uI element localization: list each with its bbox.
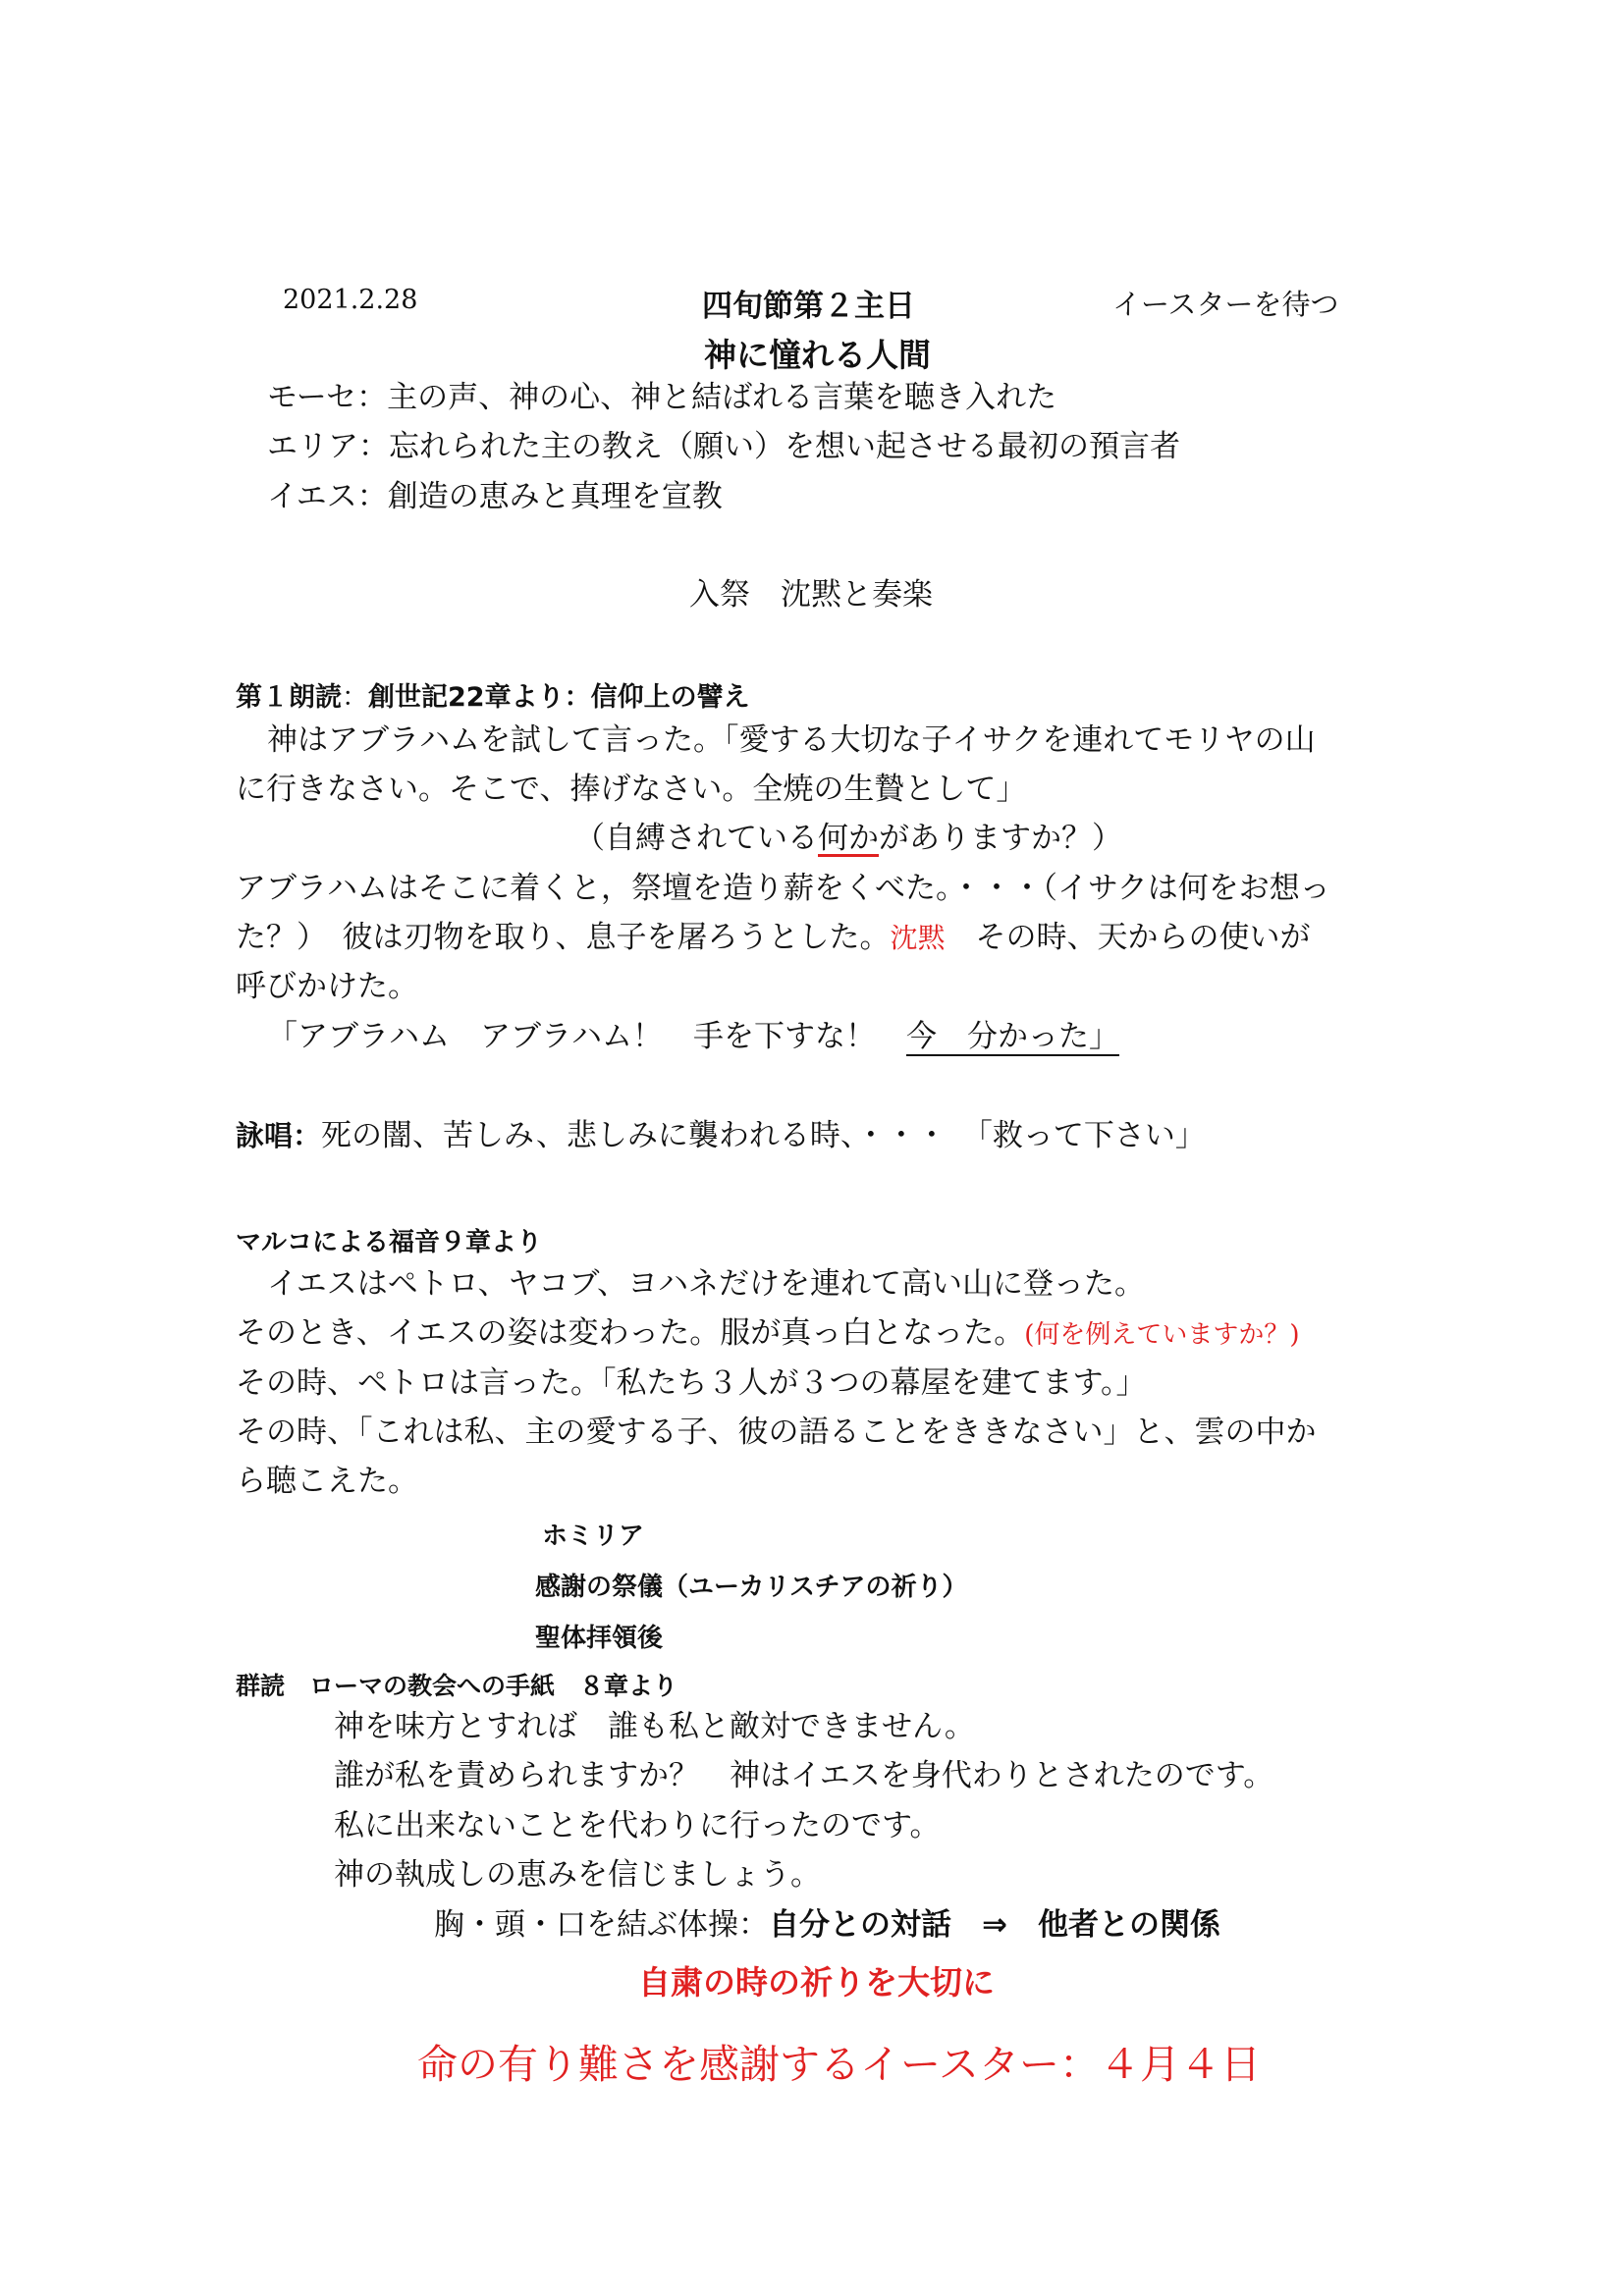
page-title: 四旬節第２主日 [702, 289, 915, 324]
gospel-line [236, 1313, 1300, 1355]
gospel-heading: マルコによる福音９章より [236, 1228, 543, 1257]
chant [236, 1116, 1206, 1155]
quote-pre: 「アブラハム アブラハム！ 手を下すな！ [267, 1019, 906, 1054]
intro-jesus: イエス：創造の恵みと真理を宣教 [267, 479, 723, 514]
group-reading-line: 私に出来ないことを代わりに行ったのです。 [334, 1808, 941, 1843]
group-reading-line: 誰が私を責められますか？ 神はイエスを身代わりとされたのです。 [334, 1758, 1274, 1793]
prayer-note: 自粛の時の祈りを大切に [638, 1963, 995, 2002]
date: 2021.2.28 [283, 285, 418, 315]
intro-moses: モーセ：主の声、神の心、神と結ばれる言葉を聴き入れた [267, 380, 1057, 415]
gospel-question: (何を例えていますか？) [1024, 1320, 1300, 1350]
gospel-line: その時、「これは私、主の愛する子、彼の語ることをききなさい」と、雲の中か [236, 1415, 1317, 1450]
quote-underlined: 今 分かった」 [906, 1019, 1119, 1054]
subtitle: 神に憧れる人間 [704, 336, 931, 374]
exercise [434, 1905, 1220, 1945]
question-post: がありますか？） [879, 821, 1122, 856]
question-highlight: 何か [818, 821, 879, 856]
exercise-emphasis: 自分との対話 ⇒ 他者との関係 [769, 1907, 1220, 1943]
reading1-line: 呼びかけた。 [236, 969, 418, 1004]
reading1-line: 神はアブラハムを試して言った。「愛する大切な子イサクを連れてモリヤの山 [267, 722, 1316, 758]
gospel-line: ら聴こえた。 [236, 1464, 418, 1499]
question-pre: （自縛されている [574, 821, 818, 856]
reading1-line [236, 918, 1311, 958]
group-reading-line: 神の執成しの恵みを信じましょう。 [334, 1857, 821, 1893]
group-reading-line: 神を味方とすれば 誰も私と敵対できません。 [334, 1709, 975, 1744]
communion: 聖体拝領後 [535, 1624, 664, 1653]
reading1-quote [267, 1017, 1119, 1056]
gospel-line: イエスはペトロ、ヤコブ、ヨハネだけを連れて高い山に登った。 [267, 1266, 1146, 1302]
reading1-heading-sep: ： [342, 682, 368, 713]
reading1-line: に行きなさい。そこで、捧げなさい。全焼の生贄として」 [236, 772, 1027, 807]
homily: ホミリア [542, 1522, 645, 1551]
reading1-heading-source: 創世記22章より：信仰上の譬え [368, 682, 750, 713]
reading1-line: アブラハムはそこに着くと，祭壇を造り薪をくべた。・・・（イサクは何をお想っ [236, 871, 1330, 906]
reading1-heading [236, 675, 750, 714]
group-reading-heading: 群読 ローマの教会への手紙 ８章より [236, 1672, 678, 1700]
chant-label: 詠唱： [236, 1119, 322, 1152]
silence-note: 沈黙 [890, 922, 946, 954]
reading1-heading-label: 第１朗読 [236, 682, 342, 713]
gospel-text: そのとき、イエスの姿は変わった。服が真っ白となった。 [236, 1315, 1025, 1351]
easter-banner: 命の有り難さを感謝するイースター：４月４日 [417, 2041, 1261, 2088]
reading1-text: た？） 彼は刃物を取り、息子を屠ろうとした。 [236, 920, 891, 955]
exercise-label: 胸・頭・口を結ぶ体操： [434, 1907, 769, 1943]
reading1-question [574, 819, 1122, 858]
opening-rite: 入祭 沈黙と奏楽 [689, 577, 933, 613]
right-note: イースターを待つ [1112, 288, 1339, 321]
chant-text: 死の闇、苦しみ、悲しみに襲われる時、・・・ 「救って下さい」 [321, 1118, 1206, 1153]
intro-elijah: エリア：忘れられた主の教え（願い）を想い起させる最初の預言者 [267, 429, 1180, 464]
eucharist: 感謝の祭儀（ユーカリスチアの祈り） [535, 1573, 968, 1602]
gospel-line: その時、ペトロは言った。「私たち３人が３つの幕屋を建てます。」 [236, 1365, 1147, 1401]
reading1-text: その時、天からの使いが [945, 920, 1311, 955]
